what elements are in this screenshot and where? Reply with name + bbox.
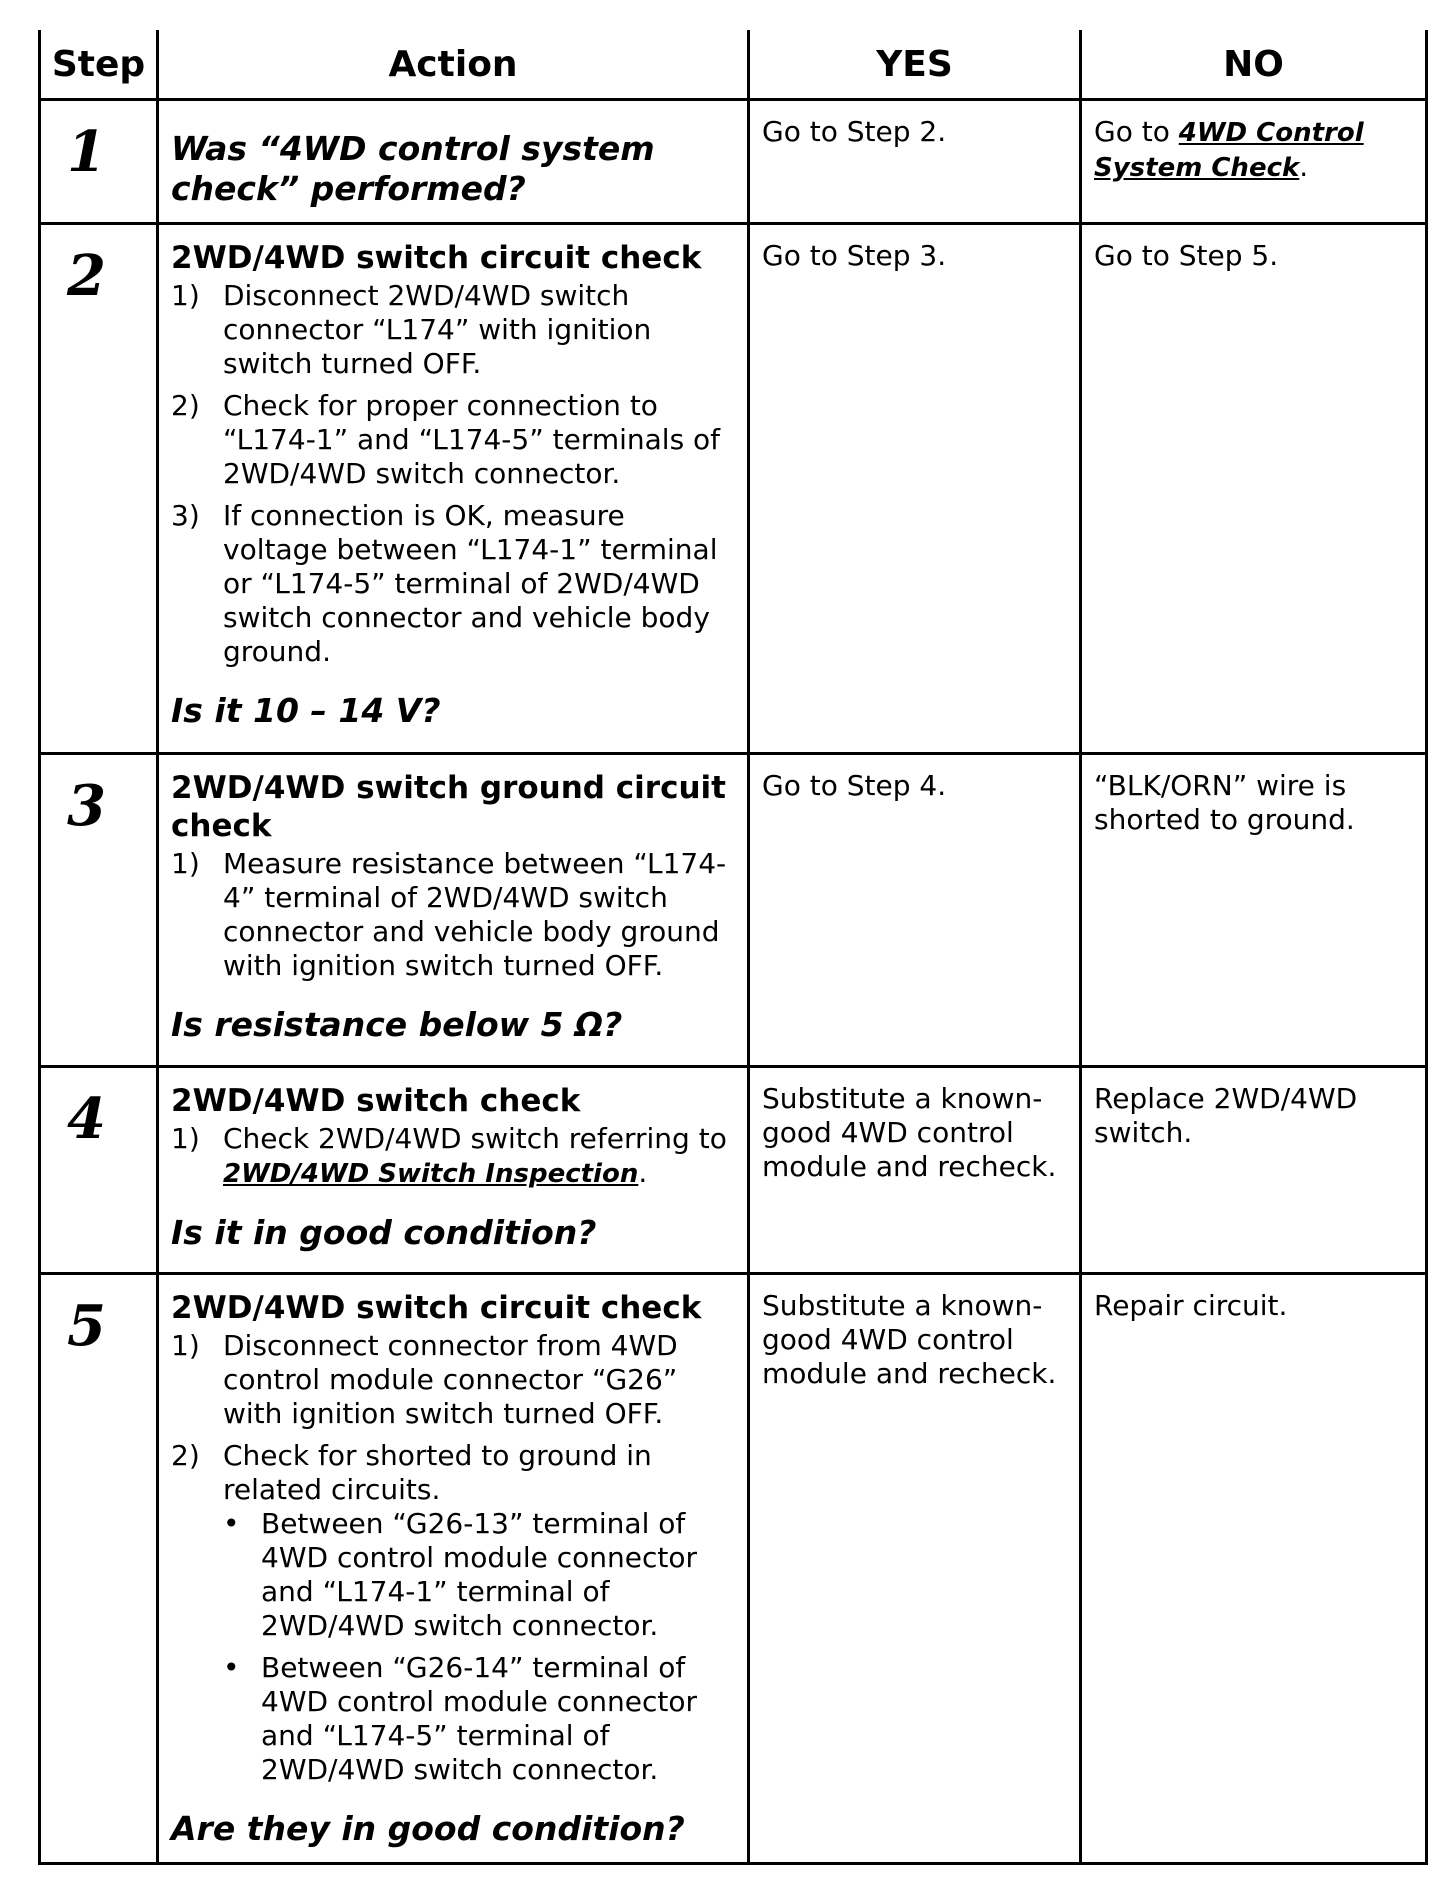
header-step: Step xyxy=(40,30,158,100)
step-title: 2WD/4WD switch circuit check xyxy=(171,240,702,276)
no-prefix: Go to xyxy=(1094,115,1179,148)
yes-cell: Go to Step 2. xyxy=(749,100,1081,224)
header-row xyxy=(40,30,1427,100)
list-item: 3) If connection is OK, measure voltage between “L174-1” terminal or “L174-5” terminal of 2WD/4WD switch connector and vehicle body ground. xyxy=(171,499,718,668)
step-cell xyxy=(40,100,158,224)
bullet-item: • Between “G26-14” terminal of 4WD control module connector and “L174-5” terminal of 2WD/4WD switch connector. xyxy=(223,1651,698,1786)
header-yes: YES xyxy=(749,30,1081,100)
list-item: 1) Disconnect connector from 4WD control module connector “G26” with ignition switch turned OFF. xyxy=(171,1329,678,1430)
step-title: 2WD/4WD switch circuit check xyxy=(171,1290,702,1326)
yes-cell: Substitute a known-good 4WD control module and recheck. xyxy=(749,1067,1081,1274)
list-item: 1) Measure resistance between “L174-4” terminal of 2WD/4WD switch connector and vehicle body ground with ignition switch turned OFF. xyxy=(171,847,727,982)
step-title: 2WD/4WD switch ground circuit check xyxy=(171,770,726,844)
action-cell xyxy=(158,100,749,224)
diagnostic-table xyxy=(38,30,1428,1865)
header-no: NO xyxy=(1081,30,1427,100)
table-row xyxy=(40,100,1427,224)
list-item: 2) Check for shorted to ground in related circuits. • Between “G26-13” terminal of 4WD control module connector and “L174-1” terminal of 2WD/4WD switch connector. • Between “G26-14” terminal of 4WD control module connector and “L174-5” terminal of 2WD/4WD switch connector. xyxy=(171,1439,735,1787)
step-title: 2WD/4WD switch check xyxy=(171,1083,581,1119)
table-row xyxy=(40,754,1427,1067)
link-switch-inspection[interactable]: 2WD/4WD Switch Inspection xyxy=(223,1159,639,1189)
yes-cell: Substitute a known-good 4WD control module and recheck. xyxy=(749,1274,1081,1864)
step-question: Is it 10 – 14 V? xyxy=(171,691,441,730)
step-cell xyxy=(40,1274,158,1864)
action-cell xyxy=(158,754,749,1067)
step-number: 4 xyxy=(67,1086,106,1152)
no-cell: “BLK/ORN” wire is shorted to ground. xyxy=(1081,754,1427,1067)
list-item: 1) Check 2WD/4WD switch referring to 2WD/4WD Switch Inspection. xyxy=(171,1122,727,1189)
header-action: Action xyxy=(158,30,749,100)
action-cell xyxy=(158,1274,749,1864)
bullet-item: • Between “G26-13” terminal of 4WD control module connector and “L174-1” terminal of 2WD/4WD switch connector. xyxy=(223,1507,698,1642)
step-number: 3 xyxy=(67,773,106,839)
step-question: Are they in good condition? xyxy=(171,1809,685,1848)
step-list xyxy=(171,847,735,983)
step-cell xyxy=(40,224,158,754)
no-cell xyxy=(1081,100,1427,224)
step-cell xyxy=(40,754,158,1067)
yes-cell: Go to Step 3. xyxy=(749,224,1081,754)
table-row xyxy=(40,224,1427,754)
no-suffix: . xyxy=(1299,150,1309,183)
no-cell: Repair circuit. xyxy=(1081,1274,1427,1864)
step-number: 1 xyxy=(67,119,106,185)
step-question: Is it in good condition? xyxy=(171,1213,597,1252)
step-question: Was “4WD control system check” performed? xyxy=(171,129,655,208)
action-cell xyxy=(158,224,749,754)
step-list xyxy=(171,1122,735,1191)
action-cell xyxy=(158,1067,749,1274)
step-list xyxy=(171,279,735,669)
step-number: 2 xyxy=(67,243,106,309)
link-4wd-control-system-check[interactable]: 4WD Control System Check xyxy=(1094,118,1364,183)
list-item: 1) Disconnect 2WD/4WD switch connector “L174” with ignition switch turned OFF. xyxy=(171,279,652,380)
step-list xyxy=(171,1329,735,1787)
table-row xyxy=(40,1274,1427,1864)
step-number: 5 xyxy=(67,1293,106,1359)
yes-cell: Go to Step 4. xyxy=(749,754,1081,1067)
bullet-list xyxy=(171,1507,735,1787)
step-cell xyxy=(40,1067,158,1274)
table-row xyxy=(40,1067,1427,1274)
list-item: 2) Check for proper connection to “L174-1” and “L174-5” terminals of 2WD/4WD switch connector. xyxy=(171,389,721,490)
no-cell: Go to Step 5. xyxy=(1081,224,1427,754)
step-question: Is resistance below 5 Ω? xyxy=(171,1005,623,1044)
no-cell: Replace 2WD/4WD switch. xyxy=(1081,1067,1427,1274)
